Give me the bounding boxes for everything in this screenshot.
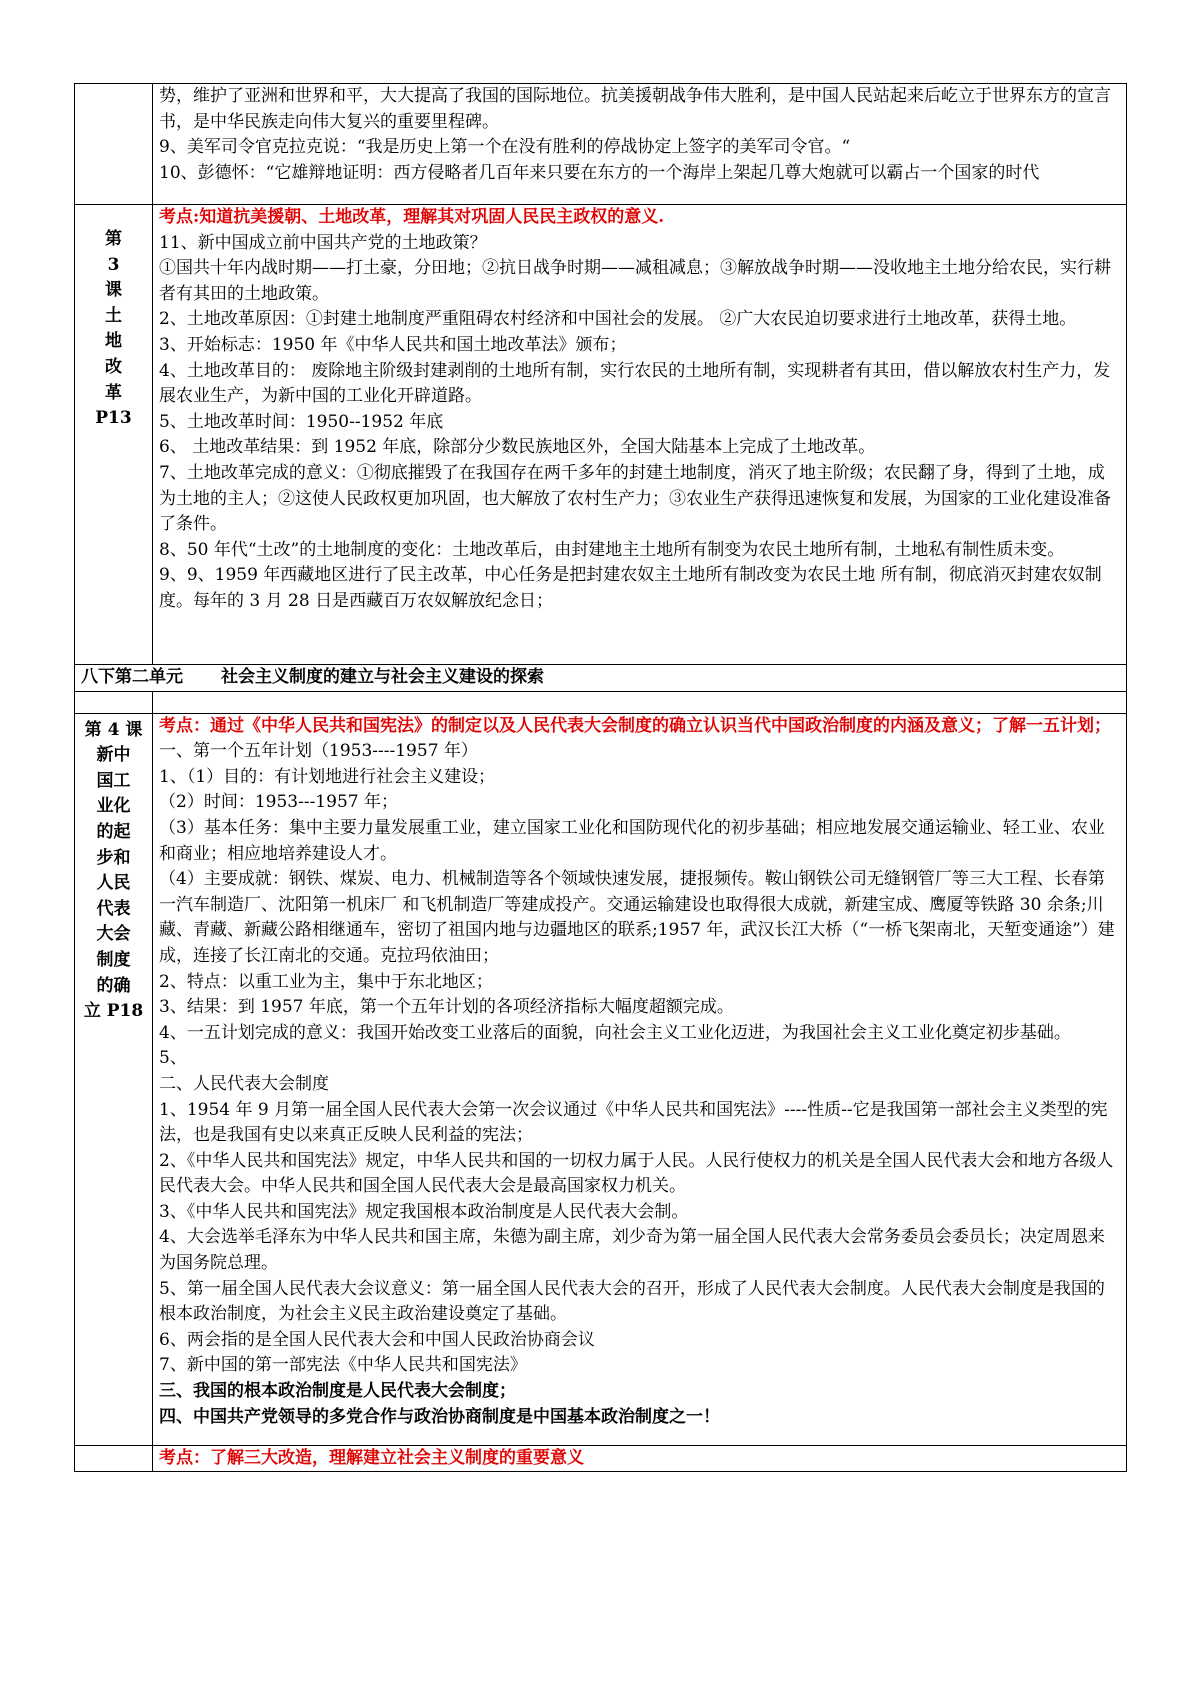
paragraph: 3、开始标志：1950 年《中华人民共和国土地改革法》颁布； bbox=[159, 334, 627, 355]
kaodian-heading: 考点:知道抗美援朝、土地改革，理解其对巩固人民民主政权的意义. bbox=[159, 207, 665, 227]
paragraph: 4、土地改革目的： 废除地主阶级封建剥削的土地所有制，实行农民的土地所有制，实现耕者有其田，借以解放农村生产力，发展农业生产，为新中国的工业化开辟道路。 bbox=[159, 360, 1111, 407]
lesson-label-char: 第 bbox=[105, 229, 122, 249]
paragraph: 3、结果：到 1957 年底，第一个五年计划的各项经济指标大幅度超额完成。 bbox=[159, 997, 734, 1018]
paragraph: 2、特点：以重工业为主，集中于东北地区； bbox=[159, 971, 493, 992]
paragraph: 5、第一届全国人民代表大会议意义：第一届全国人民代表大会的召开，形成了人民代表大会制度。人民代表大会制度是我国的根本政治制度，为社会主义民主政治建设奠定了基础。 bbox=[159, 1278, 1105, 1325]
paragraph: 二、人民代表大会制度 bbox=[159, 1073, 329, 1094]
kaodian-heading: 考点：了解三大改造，理解建立社会主义制度的重要意义 bbox=[159, 1447, 584, 1468]
lesson-label-char: 第 4 课 bbox=[84, 719, 143, 740]
lesson-label-char: 革 bbox=[105, 382, 122, 403]
content-cell bbox=[153, 84, 1127, 205]
unit-title: 社会主义制度的建立与社会主义建设的探索 bbox=[221, 667, 544, 687]
lesson-label-char: 的确 bbox=[96, 975, 131, 996]
paragraph: 2、《中华人民共和国宪法》规定，中华人民共和国的一切权力属于人民。人民行使权力的机关是全国人民代表大会和地方各级人民代表大会。中华人民共和国全国人民代表大会是最高国家权力机关。 bbox=[159, 1150, 1114, 1197]
lesson-cell bbox=[75, 84, 153, 205]
paragraph: （4）主要成就：钢铁、煤炭、电力、机械制造等各个领域快速发展，捷报频传。鞍山钢铁公司无缝钢管厂等三大工程、长春第一汽车制造厂、沈阳第一机床厂 和飞机制造厂等建成投产。交通运输建设也取得很大成就，新建宝成、鹰厦等铁路 30 余条;川藏、青藏、新藏公路相继通车，密切了祖国内地与边疆地区的联系;1957 年，武汉长江大桥（“一桥飞架南北，天堑变通途”）建成，连接了长江南北的交通。克拉玛依油田； bbox=[159, 869, 1115, 966]
table-row bbox=[75, 84, 1127, 205]
lesson-label-char: 3 bbox=[107, 254, 120, 275]
unit-header-row bbox=[75, 665, 1127, 692]
bold-paragraph: 三、我国的根本政治制度是人民代表大会制度； bbox=[159, 1381, 516, 1402]
blank-row bbox=[75, 691, 1127, 713]
blank-cell bbox=[75, 691, 153, 713]
lesson-label-char: 人民 bbox=[96, 873, 131, 894]
lesson-label-char: 制度 bbox=[96, 949, 131, 970]
lesson-label-char: 国工 bbox=[96, 770, 131, 791]
paragraph: 9、美军司令官克拉克说：“我是历史上第一个在没有胜利的停战协定上签字的美军司令官。“ bbox=[159, 137, 851, 158]
paragraph: 1、1954 年 9 月第一届全国人民代表大会第一次会议通过《中华人民共和国宪法》----性质--它是我国第一部社会主义类型的宪法，也是我国有史以来真正反映人民利益的宪法； bbox=[159, 1099, 1108, 1146]
lesson-label-char: 的起 bbox=[96, 821, 131, 842]
study-notes-table bbox=[74, 83, 1127, 1472]
lesson-label-char: P13 bbox=[95, 408, 132, 429]
lesson-label-char: 步和 bbox=[96, 847, 131, 868]
bold-paragraph: 四、中国共产党领导的多党合作与政治协商制度是中国基本政治制度之一！ bbox=[159, 1406, 720, 1427]
paragraph: 9、9、1959 年西藏地区进行了民主改革，中心任务是把封建农奴主土地所有制改变为农民土地 所有制，彻底消灭封建农奴制度。每年的 3 月 28 日是西藏百万农奴解放纪念日； bbox=[159, 565, 1102, 611]
content-cell bbox=[153, 205, 1127, 665]
paragraph: （3）基本任务：集中主要力量发展重工业，建立国家工业化和国防现代化的初步基础；相应地发展交通运输业、轻工业、农业和商业；相应地培养建设人才。 bbox=[159, 817, 1105, 864]
table-row bbox=[75, 713, 1127, 1445]
paragraph: 11、新中国成立前中国共产党的土地政策？ bbox=[159, 232, 487, 253]
paragraph: 7、新中国的第一部宪法《中华人民共和国宪法》 bbox=[159, 1355, 527, 1376]
content-cell bbox=[153, 1445, 1127, 1472]
paragraph: ①国共十年内战时期——打土豪，分田地；②抗日战争时期——减租减息；③解放战争时期——没收地主土地分给农民，实行耕者有其田的土地政策。 bbox=[159, 258, 1111, 304]
lesson-label-char: 立 P18 bbox=[83, 1001, 144, 1022]
paragraph: 4、一五计划完成的意义：我国开始改变工业落后的面貌，向社会主义工业化迈进，为我国社会主义工业化奠定初步基础。 bbox=[159, 1022, 1071, 1043]
lesson-label-char: 土 bbox=[105, 305, 122, 326]
lesson-label-char: 课 bbox=[105, 280, 122, 301]
lesson-label-char: 改 bbox=[105, 356, 122, 377]
paragraph: 8、50 年代“土改”的土地制度的变化：土地改革后，由封建地主土地所有制变为农民土地所有制，土地私有制性质未变。 bbox=[159, 539, 1065, 560]
lesson-cell bbox=[75, 713, 153, 1445]
blank-cell bbox=[153, 691, 1127, 713]
paragraph: 一、第一个五年计划（1953----1957 年） bbox=[159, 741, 478, 762]
content-cell bbox=[153, 713, 1127, 1445]
lesson-label-char: 代表 bbox=[96, 898, 131, 919]
paragraph: 6、两会指的是全国人民代表大会和中国人民政治协商会议 bbox=[159, 1329, 595, 1350]
lesson-cell bbox=[75, 1445, 153, 1472]
paragraph: 7、土地改革完成的意义：①彻底摧毁了在我国存在两千多年的封建土地制度，消灭了地主阶级；农民翻了身，得到了土地，成为土地的主人；②这使人民政权更加巩固，也大解放了农村生产力；③农业生产获得迅速恢复和发展，为国家的工业化建设准备了条件。 bbox=[159, 462, 1111, 535]
paragraph: 6、 土地改革结果：到 1952 年底，除部分少数民族地区外，全国大陆基本上完成了土地改革。 bbox=[159, 437, 876, 458]
unit-prefix: 八下第二单元 bbox=[81, 667, 183, 687]
table-row bbox=[75, 1445, 1127, 1472]
paragraph: 势，维护了亚洲和世界和平，大大提高了我国的国际地位。抗美援朝战争伟大胜利，是中国人民站起来后屹立于世界东方的宣言书，是中华民族走向伟大复兴的重要里程碑。 bbox=[159, 86, 1111, 132]
paragraph: 4、大会选举毛泽东为中华人民共和国主席，朱德为副主席，刘少奇为第一届全国人民代表大会常务委员会委员长；决定周恩来为国务院总理。 bbox=[159, 1227, 1105, 1274]
paragraph: （2）时间：1953---1957 年； bbox=[159, 792, 398, 813]
lesson-label-char: 业化 bbox=[96, 796, 131, 817]
lesson-label-char: 大会 bbox=[96, 924, 131, 945]
kaodian-heading: 考点：通过《中华人民共和国宪法》的制定以及人民代表大会制度的确立认识当代中国政治制度的内涵及意义；了解一五计划； bbox=[159, 715, 1111, 736]
lesson-label-char: 地 bbox=[105, 331, 122, 352]
paragraph: 10、彭德怀：“它雄辩地证明：西方侵略者几百年来只要在东方的一个海岸上架起几尊大炮就可以霸占一个国家的时代 bbox=[159, 162, 1040, 183]
paragraph: 5、 bbox=[159, 1048, 187, 1069]
paragraph: 5、土地改革时间：1950--1952 年底 bbox=[159, 411, 444, 432]
table-row bbox=[75, 205, 1127, 665]
lesson-label-char: 新中 bbox=[96, 745, 131, 766]
paragraph: 3、《中华人民共和国宪法》规定我国根本政治制度是人民代表大会制。 bbox=[159, 1201, 689, 1222]
paragraph: 1、（1）目的：有计划地进行社会主义建设； bbox=[159, 766, 496, 787]
paragraph: 2、土地改革原因：①封建土地制度严重阻碍农村经济和中国社会的发展。 ②广大农民迫切要求进行土地改革，获得土地。 bbox=[159, 309, 1077, 330]
unit-heading bbox=[75, 665, 1127, 692]
lesson-cell bbox=[75, 205, 153, 665]
